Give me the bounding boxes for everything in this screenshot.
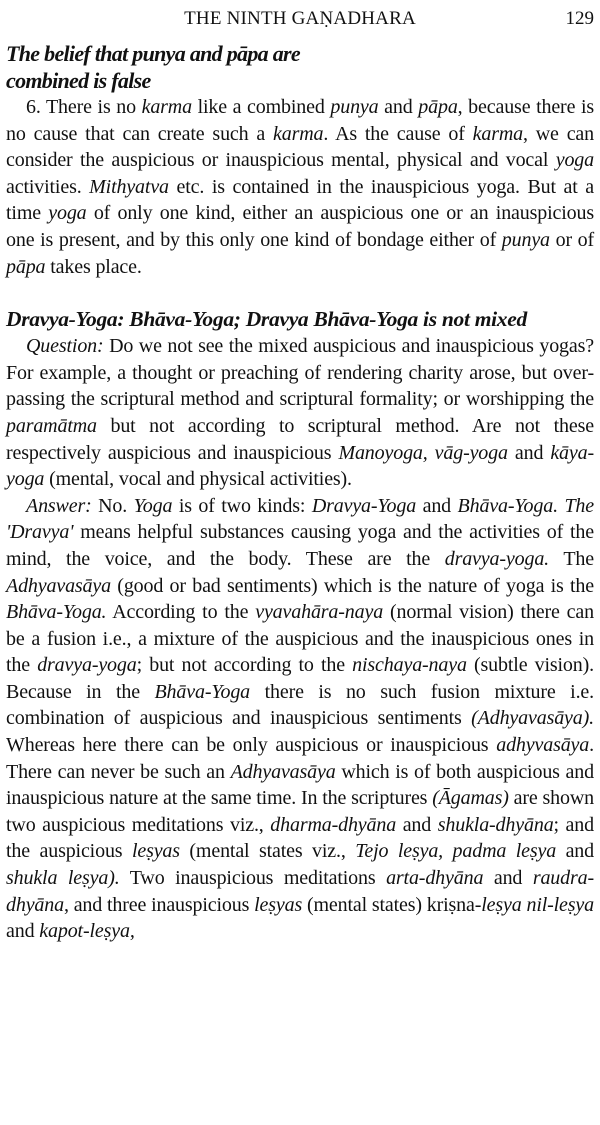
text-run: are shown two auspicious meditations viz.,	[6, 787, 594, 836]
text-run: Two inauspicious meditations	[119, 867, 387, 890]
italic-term: punya	[501, 228, 550, 251]
italic-term: shukla leṣya).	[6, 867, 120, 890]
italic-term: karma	[472, 122, 523, 145]
italic-term: kāya-yoga	[6, 441, 594, 491]
italic-term: pāpa	[6, 255, 46, 278]
italic-term: Dravya-Yoga	[311, 494, 417, 517]
book-page	[6, 0, 594, 945]
text-run: . As the cause of	[323, 122, 473, 145]
italic-term: Mithyatva	[89, 175, 169, 198]
text-run: and	[483, 867, 533, 890]
text-run: means helpful substances causing yoga and the activities of the mind, the voice, and the body. These are the	[6, 521, 594, 570]
italic-term: Adhyavasāya	[6, 574, 111, 597]
paragraph	[6, 94, 594, 280]
text-run: like a combined	[191, 96, 331, 118]
italic-term: vāg-yoga	[434, 441, 508, 464]
text-run: Whereas here there can be only auspicious or inauspicious	[6, 734, 497, 757]
text-run: and	[556, 840, 595, 863]
italic-term: leṣya nil-leṣya	[481, 893, 594, 916]
italic-term: (Adhyavasāya).	[471, 707, 594, 730]
text-run: takes place.	[45, 255, 142, 278]
italic-term: (Āgamas)	[432, 787, 509, 810]
italic-term: kapot-leṣya,	[39, 920, 135, 943]
text-run: and	[378, 96, 419, 118]
italic-term: Bhāva-Yoga. The 'Dravya'	[6, 494, 594, 544]
answer-paragraph	[6, 493, 594, 945]
italic-term: shukla-dhyāna	[437, 813, 554, 836]
italic-term: raudra-dhyāna	[6, 867, 594, 916]
text-run: According to the	[106, 601, 256, 624]
italic-term: leṣyas	[254, 893, 303, 916]
text-run: of only one kind, either an auspicious one or an inauspicious one is present, and by this only one kind of bondage either of	[6, 202, 594, 251]
italic-term: Answer:	[26, 494, 92, 517]
italic-term: leṣyas	[131, 840, 180, 863]
section-heading-2: Dravya-Yoga: Bhāva-Yoga; Dravya Bhāva-Yoga is not mixed	[6, 307, 527, 332]
italic-term: dharma-dhyāna	[270, 813, 397, 836]
text-run: or of	[549, 228, 594, 251]
text-run: etc. is contained in the inauspicious yoga. But at a time	[6, 175, 594, 225]
italic-term: pāpa	[418, 96, 458, 118]
text-run: is of two kinds:	[172, 494, 312, 517]
italic-term: karma	[141, 96, 192, 118]
text-run: , we can consider the auspicious or inauspicious mental, physical and vocal	[6, 122, 594, 172]
section-heading-1: The belief that punya and pāpa are combined is false	[6, 41, 300, 93]
text-run: The	[549, 547, 594, 570]
italic-term: arta-dhyāna	[386, 867, 484, 890]
italic-term: paramātma	[6, 414, 97, 437]
text-run: which is of both auspicious and inauspicious nature at the same time. In the scriptures	[6, 760, 594, 810]
text-run: 6. There is no	[26, 96, 142, 118]
italic-term: Tejo leṣya, padma leṣya	[355, 840, 557, 863]
italic-term: Yoga	[133, 494, 173, 517]
text-run	[428, 442, 435, 464]
text-run: ; and the auspicious	[6, 813, 594, 863]
italic-term: nischaya-naya	[352, 654, 467, 677]
italic-term: dravya-yoga.	[444, 547, 550, 570]
text-run: (mental states viz.,	[179, 840, 356, 863]
text-run: , and three inauspicious	[63, 893, 255, 916]
text-run: and	[507, 441, 551, 464]
text-run: , because there is no cause that can create such a	[6, 96, 594, 145]
italic-term: yoga	[555, 149, 594, 172]
italic-term: Question:	[26, 335, 104, 358]
text-run: . There can never be such an	[6, 734, 594, 783]
text-run: (normal vision) there can be a fusion i.e., a mixture of the auspicious and the inauspicious ones in the	[6, 601, 594, 677]
running-head-title: THE NINTH GAṆADHARA	[184, 8, 416, 29]
page-number: 129	[565, 8, 594, 29]
italic-term: Manoyoga,	[338, 441, 428, 464]
text-run: (good or bad sentiments) which is the nature of yoga is the	[110, 574, 594, 597]
text-run: (mental states) kriṣna-	[302, 893, 482, 916]
text-run: there is no such fusion mixture i.e. combination of auspicious and inauspicious sentiments	[6, 680, 595, 730]
text-run: No.	[91, 494, 134, 517]
italic-term: karma	[273, 122, 324, 145]
italic-term: adhyvasāya	[496, 734, 590, 757]
italic-term: Adhyavasāya	[230, 760, 336, 783]
text-run: but not according to scriptural method. Are not these respectively auspicious and inauspicious	[6, 414, 594, 464]
question-paragraph	[6, 333, 594, 493]
italic-term: dravya-yoga	[37, 654, 137, 677]
italic-term: vyavahāra-naya	[255, 601, 384, 624]
text-run: and	[6, 920, 40, 943]
italic-term: Bhāva-Yoga	[154, 680, 251, 703]
running-head	[6, 0, 594, 38]
text-run: (subtle vision). Because in the	[6, 654, 594, 703]
italic-term: punya	[330, 96, 379, 118]
text-run: and	[396, 813, 438, 836]
text-run: (mental, vocal and physical activities).	[44, 468, 352, 491]
text-run: and	[416, 494, 458, 517]
italic-term: Bhāva-Yoga.	[6, 601, 107, 624]
italic-term: yoga	[48, 202, 87, 225]
text-run: activities.	[6, 175, 90, 198]
text-run: Do we not see the mixed auspicious and inauspicious yogas? For example, a thought or preaching of rendering charity arose, but over-passing the scriptural method and scriptural formality; or worshipping the	[6, 335, 594, 411]
text-run: ; but not according to the	[136, 654, 353, 677]
